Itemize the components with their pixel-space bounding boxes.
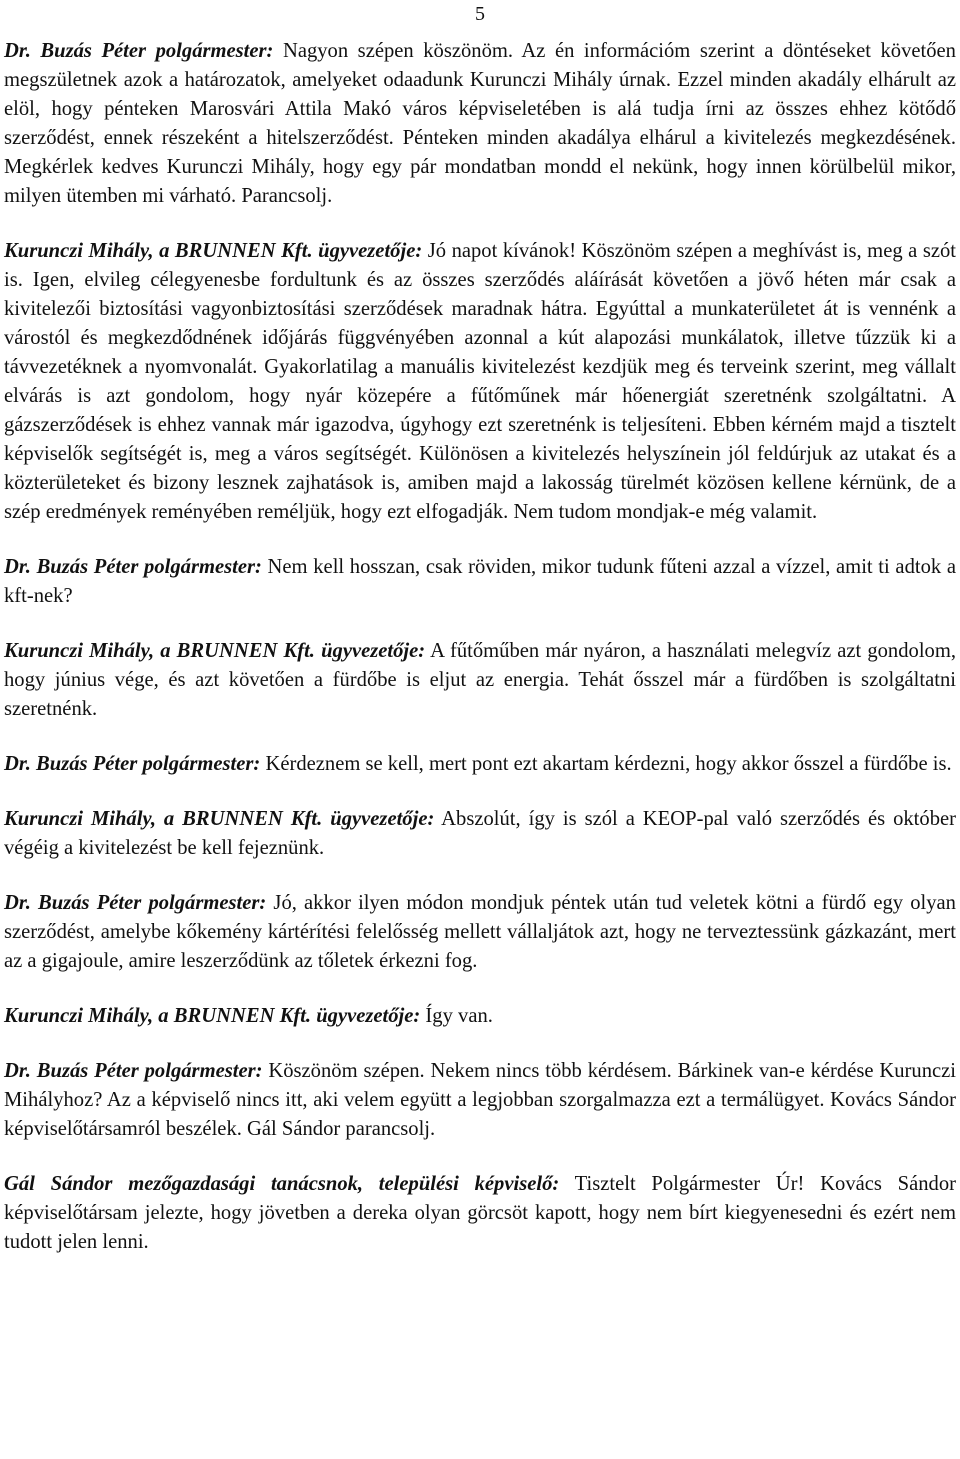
paragraph-text: A fűtőműben már nyáron, a használati melegvíz azt gondolom, hogy június vége, és azt követően a fürdőbe is eljut az energia. Tehát ősszel már a fürdőben is szolgáltatni szeretnénk.: [4, 640, 957, 720]
speaker-name: Kurunczi Mihály, a BRUNNEN Kft. ügyvezetője:: [4, 640, 426, 662]
paragraph-5: [4, 750, 956, 779]
paragraph-text: Nagyon szépen köszönöm. Az én információm szerint a döntéseket követően megszületnek azok a határozatok, amelyeket odaadunk Kurunczi Mihály úrnak. Ezzel minden akadály elhárult az elöl, hogy pénteken Marosvári Attila Makó város képviseletében is alá tudja írni az összes ehhez kötődő szerződést, ennek részeként a hitelszerződést. Pénteken minden akadálya elhárul a kivitelezés megkezdésének. Megkérlek kedves Kurunczi Mihály, hogy egy pár mondatban mondd el nekünk, hogy innen körülbelül mikor, milyen ütemben mi várható. Parancsolj.: [4, 40, 956, 207]
paragraph-8: [4, 1002, 956, 1031]
speaker-name: Dr. Buzás Péter polgármester:: [4, 753, 261, 775]
paragraph-text: Nem kell hosszan, csak röviden, mikor tudunk fűteni azzal a vízzel, amit ti adtok a kft-nek?: [4, 556, 956, 607]
paragraph-text: Jó, akkor ilyen módon mondjuk péntek után tud veletek kötni a fürdő egy olyan szerződést, amelybe kőkemény kártérítési felelősség mellett vállaljátok azt, hogy ne terveztessünk gázkazánt, mert az a gigajoule, amire leszerződünk az tőletek érkezni fog.: [4, 892, 956, 972]
paragraph-2: [4, 237, 956, 527]
speaker-name: Gál Sándor mezőgazdasági tanácsnok, települési képviselő:: [4, 1173, 560, 1195]
document-body: [4, 37, 956, 1283]
speaker-name: Dr. Buzás Péter polgármester:: [4, 892, 267, 914]
paragraph-text: Abszolút, így is szól a KEOP-pal való szerződés és október végéig a kivitelezést be kell fejeznünk.: [4, 808, 956, 859]
paragraph-1: [4, 37, 956, 211]
page-number: 5: [475, 3, 485, 25]
paragraph-4: [4, 637, 956, 724]
paragraph-text: Köszönöm szépen. Nekem nincs több kérdésem. Bárkinek van-e kérdése Kurunczi Mihályhoz? Az a képviselő nincs itt, aki velem együtt a legjobban szorgalmazza ezt a termálügyet. Kovács Sándor képviselőtársamról beszélek. Gál Sándor parancsolj.: [4, 1060, 956, 1140]
speaker-name: Kurunczi Mihály, a BRUNNEN Kft. ügyvezetője:: [4, 1005, 421, 1027]
paragraph-10: [4, 1170, 956, 1257]
paragraph-6: [4, 805, 956, 863]
speaker-name: Dr. Buzás Péter polgármester:: [4, 1060, 263, 1082]
speaker-name: Dr. Buzás Péter polgármester:: [4, 40, 274, 62]
paragraph-text: Így van.: [420, 1005, 493, 1027]
speaker-name: Kurunczi Mihály, a BRUNNEN Kft. ügyvezetője:: [4, 808, 435, 830]
speaker-name: Dr. Buzás Péter polgármester:: [4, 556, 262, 578]
paragraph-text: Tisztelt Polgármester Úr! Kovács Sándor képviselőtársam jelezte, hogy jövetben a dereka olyan görcsöt kapott, hogy nem bírt kiegyenesedni és ezért nem tudott jelen lenni.: [4, 1173, 956, 1253]
paragraph-3: [4, 553, 956, 611]
paragraph-text: Kérdeznem se kell, mert pont ezt akartam kérdezni, hogy akkor ősszel a fürdőbe is.: [260, 753, 952, 775]
paragraph-text: Jó napot kívánok! Köszönöm szépen a meghívást is, meg a szót is. Igen, elvileg célegyenesbe fordultunk és az összes szerződés aláírását követően a jövő héten már csak a kivitelezői biztosítási vagyonbiztosítási szerződések maradnak hátra. Egyúttal a munkaterületet át is vennénk a várostól és megkezdődnének időjárás függvényében azonnal a kút alapozási munkálatok, illetve tűzzük ki a távvezetéknek a nyomvonalát. Gyakorlatilag a manuális kivitelezést kezdjük meg és terveink szerint, meg vállalt elvárás is azt gondolom, hogy nyár közepére a fűtőműnek már hőenergiát szeretnénk szolgáltatni. A gázszerződések is ehhez vannak már igazodva, úgyhogy ezt szeretnénk is teljesíteni. Ebben kérném majd a tisztelt képviselők segítségét is, meg a város segítségét. Különösen a kivitelezés helyszínein jól feldúrjuk az utakat és a közterületeket és bizony lesznek zajhatások is, amiben majd a lakosság türelmét közösen kellene kérnünk, de a szép eredmények reményében reméljük, hogy ezt elfogadják. Nem tudom mondjak-e még valamit.: [4, 240, 957, 523]
paragraph-9: [4, 1057, 956, 1144]
speaker-name: Kurunczi Mihály, a BRUNNEN Kft. ügyvezetője:: [4, 240, 423, 262]
paragraph-7: [4, 889, 956, 976]
